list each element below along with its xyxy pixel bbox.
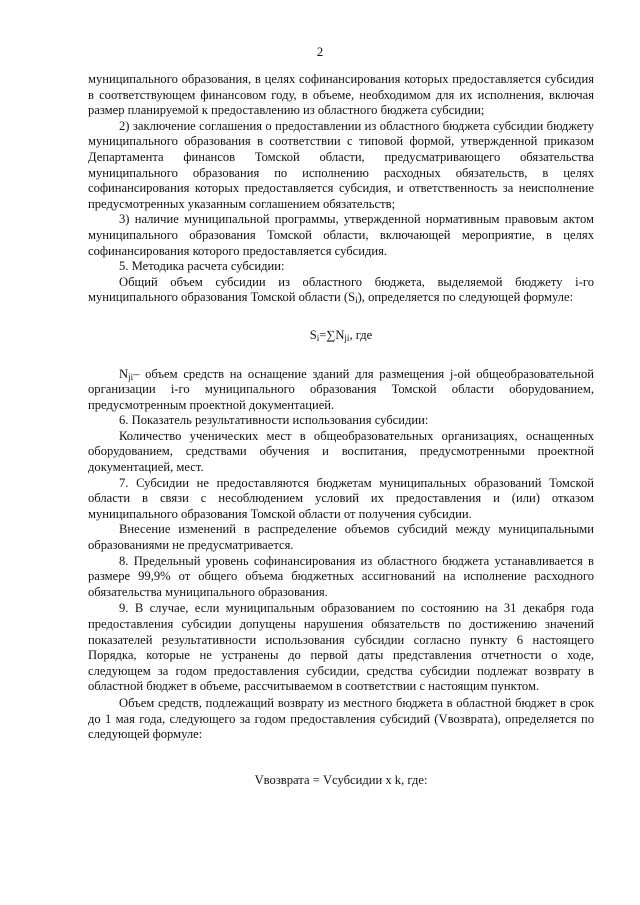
total-subsidy-text-b: ), определяется по следующей формуле: xyxy=(357,290,574,305)
page-number: 2 xyxy=(316,44,324,59)
formula-1-where: , где xyxy=(349,327,373,342)
paragraph-refund-volume: Объем средств, подлежащий возврату из местного бюджета в областной бюджет в срок до 1 мая года, следующего за годом предоставления субсидий (Vвозврата), определяется по следующей формуле: xyxy=(88,695,594,742)
nji-sub: ji xyxy=(128,371,134,382)
nji-text-b: – объем средств на оснащение зданий для размещения j-ой общеобразовательной организации i-го муниципального образования Томской области оборудованием, предусмотренным проектной документацией. xyxy=(88,366,594,412)
paragraph-indicator: Количество ученических мест в общеобразовательных организациях, оснащенных оборудованием, средствами обучения и воспитания, предусмотренными проектной документацией, мест. xyxy=(88,428,594,475)
total-subsidy-sub: i xyxy=(355,295,358,306)
paragraph-total-subsidy xyxy=(88,275,594,306)
total-subsidy-text-a: Общий объем субсидии из областного бюджета, выделяемой бюджету i-го муниципального образования Томской области (S xyxy=(88,274,594,305)
formula-subsidy xyxy=(88,328,594,344)
formula-refund: Vвозврата = Vсубсидии x k, где: xyxy=(254,772,428,787)
paragraph-section-9: 9. В случае, если муниципальным образованием по состоянию на 31 декабря года предоставления субсидии допущены нарушения обязательств по достижению значений показателей результативности использования субсидии согласно пункту 6 настоящего Порядка, которые не устранены до первой даты представления отчетности о ходе, следующем за годом предоставления субсидии, средства субсидии подлежат возврату в областной бюджет в объеме, рассчитываемом в соответствии с настоящим пунктом. xyxy=(88,601,594,694)
paragraph-section-8: 8. Предельный уровень софинансирования из областного бюджета устанавливается в размере 99,9% от общего объема бюджетных ассигнований на исполнение расходного обязательства муниципального образования. xyxy=(88,553,594,599)
formula-1-sub-i: i xyxy=(316,332,320,343)
paragraph-3: 3) наличие муниципальной программы, утвержденной нормативным правовым актом муниципального образования Томской области, включающей мероприятие, в целях софинансирования которого предоставляется субсидия. xyxy=(88,212,594,258)
nji-text-a: N xyxy=(119,366,129,381)
paragraph-nji-definition xyxy=(88,367,594,414)
formula-1-s: S xyxy=(309,327,317,342)
paragraph-section-7: 7. Субсидии не предоставляются бюджетам муниципальных образований Томской области в связи с несоблюдением условий их предоставления и (или) отказом муниципального образования Томской области от получения субсидии. xyxy=(88,475,594,521)
formula-1-sum: =∑N xyxy=(319,327,345,342)
document-body xyxy=(88,72,594,788)
formula-1-sub-ji: ji xyxy=(344,332,350,343)
paragraph-1: муниципального образования, в целях софинансирования которых предоставляется субсидия в соответствующем финансовом году, в объеме, необходимом для их исполнения, включая размер планируемой к предоставлению из областного бюджета субсидии; xyxy=(88,72,594,118)
section-6-heading: 6. Показатель результативности использования субсидии: xyxy=(119,413,429,428)
paragraph-amendments: Внесение изменений в распределение объемов субсидий между муниципальными образованиями не предусматривается. xyxy=(88,522,594,553)
section-5-heading: 5. Методика расчета субсидии: xyxy=(119,259,285,274)
paragraph-2: 2) заключение соглашения о предоставлении из областного бюджета субсидии бюджету муниципального образования в соответствии с типовой формой, утвержденной приказом Департамента финансов Томской области, предусматривающего обязательства муниципального образования по исполнению расходных обязательств, в целях софинансирования которых предоставляется субсидия, и ответственность за неисполнение предусмотренных указанным соглашением обязательств; xyxy=(88,118,594,211)
